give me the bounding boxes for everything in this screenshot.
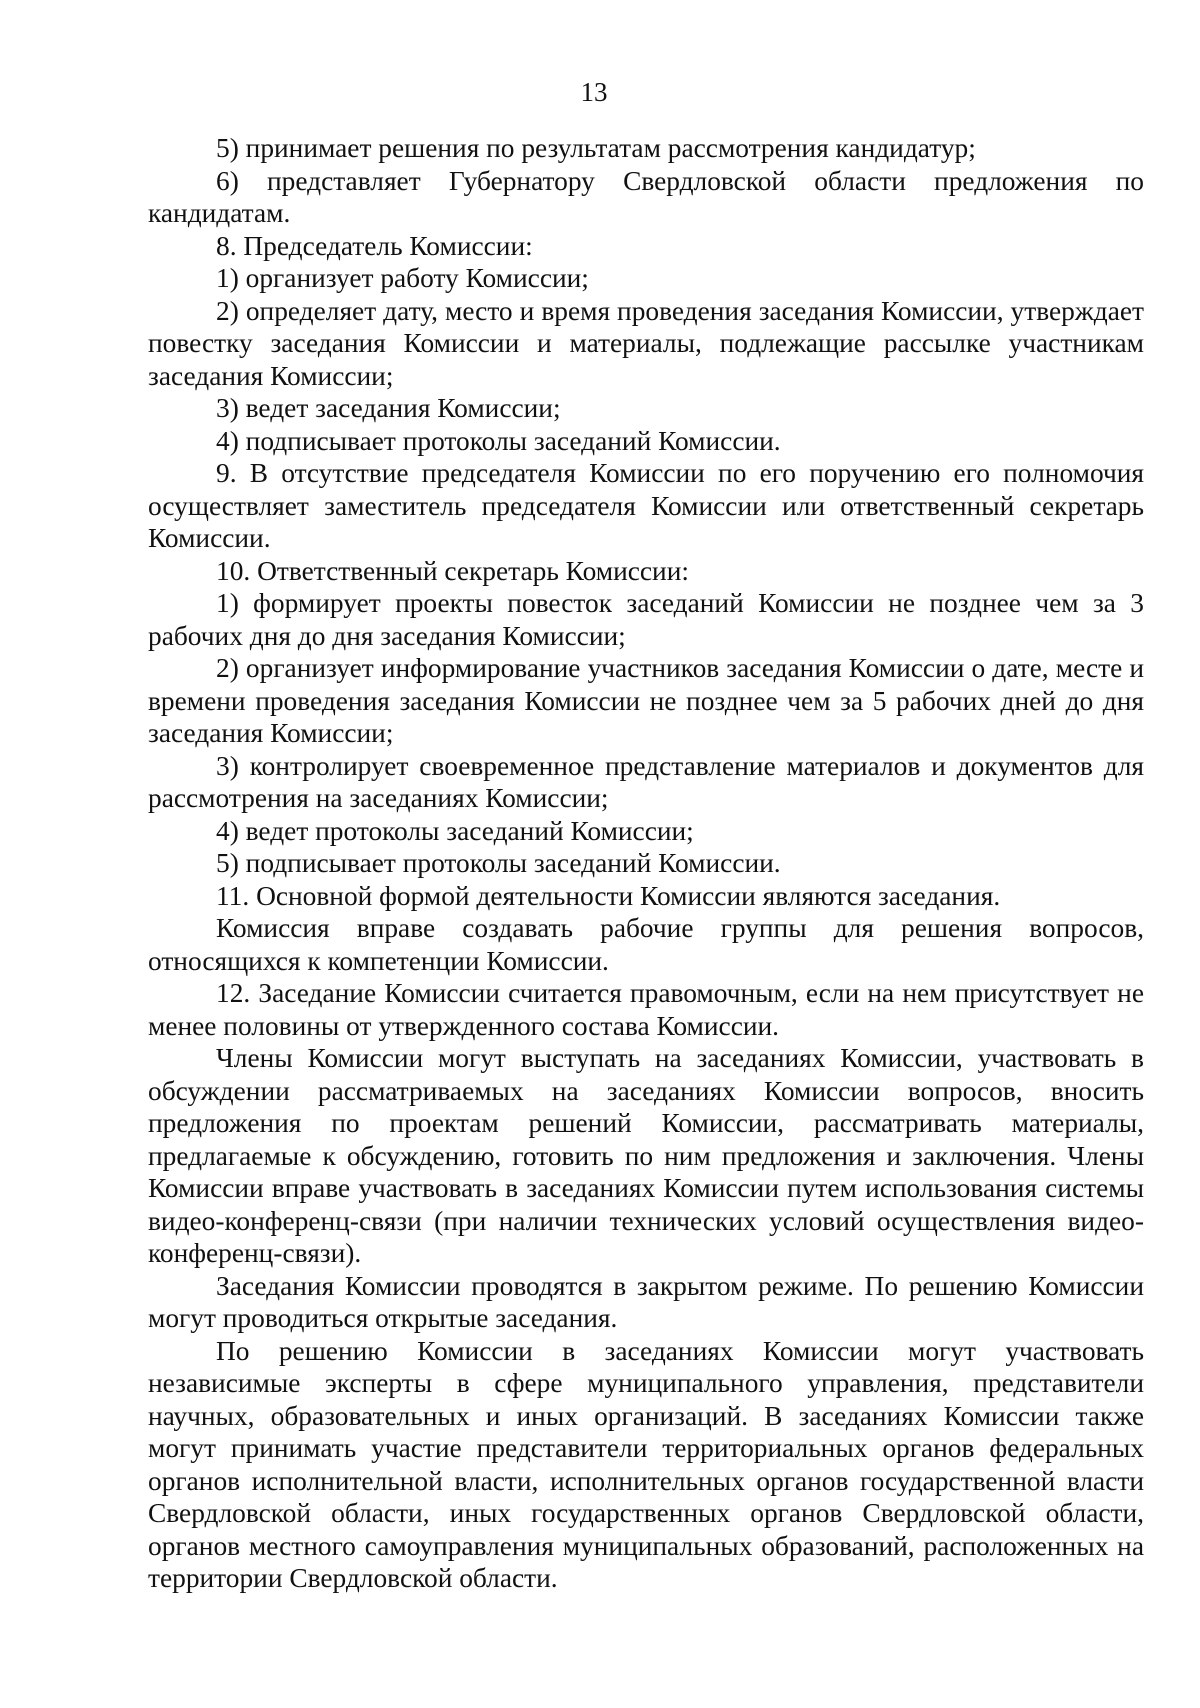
paragraph: 2) организует информирование участников заседания Комиссии о дате, месте и времени проведения заседания Комиссии не позднее чем за 5 рабочих дней до дня заседания Комиссии; [148,653,1144,748]
paragraph: 5) принимает решения по результатам рассмотрения кандидатур; [216,133,976,163]
paragraph: 10. Ответственный секретарь Комиссии: [216,555,689,586]
paragraph: 12. Заседание Комиссии считается правомочным, если на нем присутствует не менее половины от утвержденного состава Комиссии. [148,978,1144,1041]
paragraph: 9. В отсутствие председателя Комиссии по его поручению его полномочия осуществляет заместитель председателя Комиссии или ответственный секретарь Комиссии. [148,458,1144,553]
page-number: 13 [580,77,608,107]
paragraph: 4) ведет протоколы заседаний Комиссии; [216,815,694,846]
paragraph: 1) организует работу Комиссии; [216,263,589,293]
paragraph: Члены Комиссии могут выступать на заседаниях Комиссии, участвовать в обсуждении рассматриваемых на заседаниях Комиссии вопросов, вносить предложения по проектам решений Комиссии, рассматривать материалы, предлагаемые к обсуждению, готовить по ним предложения и заключения. Члены Комиссии вправе участвовать в заседаниях Комиссии путем использования системы видео-конференц-связи (при наличии технических условий осуществления видео-конференц-связи). [148,1043,1144,1268]
paragraph: 11. Основной формой деятельности Комиссии являются заседания. [216,880,1001,911]
paragraph: 3) ведет заседания Комиссии; [216,393,561,423]
paragraph: 8. Председатель Комиссии: [216,230,533,261]
paragraph: 4) подписывает протоколы заседаний Комиссии. [216,425,781,456]
document-body [148,132,1144,1595]
paragraph: 1) формирует проекты повесток заседаний Комиссии не позднее чем за 3 рабочих дня до дня заседания Комиссии; [148,588,1144,651]
paragraph: 3) контролирует своевременное представление материалов и документов для рассмотрения на заседаниях Комиссии; [148,750,1144,813]
paragraph: 6) представляет Губернатору Свердловской области предложения по кандидатам. [148,165,1144,228]
paragraph: Комиссия вправе создавать рабочие группы для решения вопросов, относящихся к компетенции Комиссии. [148,913,1144,976]
paragraph: 2) определяет дату, место и время проведения заседания Комиссии, утверждает повестку заседания Комиссии и материалы, подлежащие рассылке участникам заседания Комиссии; [148,295,1144,391]
paragraph: Заседания Комиссии проводятся в закрытом режиме. По решению Комиссии могут проводиться открытые заседания. [148,1270,1144,1333]
paragraph: По решению Комиссии в заседаниях Комиссии могут участвовать независимые эксперты в сфере муниципального управления, представители научных, образовательных и иных организаций. В заседаниях Комиссии также могут принимать участие представители территориальных органов федеральных органов исполнительной власти, исполнительных органов государственной власти Свердловской области, иных государственных органов Свердловской области, органов местного самоуправления муниципальных образований, расположенных на территории Свердловской области. [148,1335,1144,1593]
paragraph: 5) подписывает протоколы заседаний Комиссии. [216,848,781,878]
